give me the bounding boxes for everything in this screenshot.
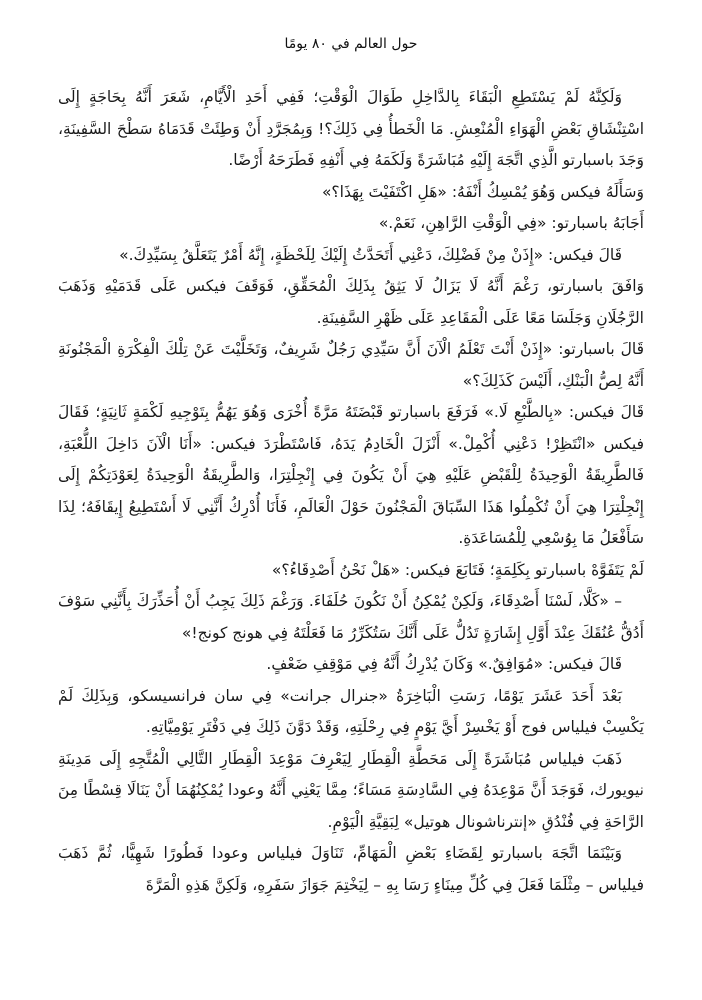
paragraph: لَمْ يَتَفَوَّهْ باسبارتو بِكَلِمَةٍ؛ فَتَابَعَ فيكس: «هَلْ نَحْنُ أَصْدِقَاءُ؟» <box>271 560 644 579</box>
running-header: حول العالم في ٨٠ يومًا <box>284 36 418 52</box>
paragraph: وَسَأَلَهُ فيكس وَهُوَ يُمْسِكُ أَنْفَهُ: «هَلِ اكْتَفَيْتَ بِهَذَا؟» <box>321 182 644 201</box>
paragraph: قَالَ فيكس: «إِذَنْ مِنْ فَضْلِكَ، دَعْنِي أَتَحَدَّثُ إِلَيْكَ لِلَحْظَةٍ، إِنَّهُ أَمْرٌ يَتَعَلَّقُ بِسَيِّدِكَ.» <box>119 245 622 264</box>
paragraph: بَعْدَ أَحَدَ عَشَرَ يَوْمًا، رَسَتِ الْبَاخِرَةُ «جنرال جرانت» فِي سان فرانسيسكو، وَبِذَلِكَ لَمْ يَكْسِبْ فيلياس فوج أَوْ يَخْسِرْ أَيَّ يَوْمٍ فِي رِحْلَتِهِ، وَقَدْ دَوَّنَ ذَلِكَ فِي دَفْتَرِ يَوْمِيَّاتِهِ. <box>58 686 644 736</box>
paragraph: وَافَقَ باسبارتو، رَغْمَ أَنَّهُ لَا يَزَالُ لَا يَثِقُ بِذَلِكَ الْمُحَقِّقِ، فَوَقَفَ فيكس عَلَى قَدَمَيْهِ وَذَهَبَ الرَّجُلَانِ وَجَلَسَا مَعًا عَلَى الْمَقَاعِدِ عَلَى ظَهْرِ السَّفِينَةِ. <box>58 277 644 327</box>
paragraph: قَالَ باسبارتو: «إِذَنْ أَنْتَ تَعْلَمُ الْآنَ أَنَّ سَيِّدِي رَجُلٌ شَرِيفٌ، وَتَخَلَّيْتَ عَنْ تِلْكَ الْفِكْرَةِ الْمَجْنُونَةِ أَنَّهُ لِصُّ الْبَنْكِ، أَلَيْسَ كَذَلِكَ؟» <box>58 340 644 390</box>
body-text <box>58 82 644 901</box>
paragraph: وَبَيْنَمَا اتَّجَهَ باسبارتو لِقَضَاءِ بَعْضِ الْمَهَامِّ، تَنَاوَلَ فيلياس وعودا فَطُورًا شَهِيًّا، ثُمَّ ذَهَبَ فيلياس – مِثْلَمَا فَعَلَ فِي كُلِّ مِينَاءٍ رَسَا بِهِ – لِيَخْتِمَ جَوَازَ سَفَرِهِ، وَلَكِنَّ هَذِهِ الْمَرَّةَ <box>58 844 644 894</box>
paragraph: وَلَكِنَّهُ لَمْ يَسْتَطِعِ الْبَقَاءَ بِالدَّاخِلِ طَوَالَ الْوَقْتِ؛ فَفِي أَحَدِ الْأَيَّامِ، شَعَرَ أَنَّهُ بِحَاجَةٍ إِلَى اسْتِنْشَاقِ بَعْضِ الْهَوَاءِ الْمُنْعِشِ. مَا الْخَطأُ فِي ذَلِكَ؟! وَبِمُجَرَّدِ أَنْ وَطِئَتْ قَدَمَاهُ سَطْحَ السَّفِينَةِ، وَجَدَ باسبارتو الَّذِي اتَّجَهَ إِلَيْهِ مُبَاشَرَةً وَلَكَمَهُ فِي أَنْفِهِ فَطَرَحَهُ أَرْضًا. <box>58 88 644 169</box>
paragraph: قَالَ فيكس: «مُوَافِقٌ.» وَكَانَ يُدْرِكُ أَنَّهُ فِي مَوْقِفِ ضَعْفٍ. <box>266 655 622 673</box>
paragraph: أَجَابَهُ باسبارتو: «فِي الْوَقْتِ الرَّاهِنِ، نَعَمْ.» <box>378 214 644 232</box>
paragraph: ذَهَبَ فيلياس مُبَاشَرَةً إِلَى مَحَطَّةِ الْقِطَارِ لِيَعْرِفَ مَوْعِدَ الْقِطَارِ التَّالِي الْمُتَّجِهِ إِلَى مَدِينَةِ نيويورك، فَوَجَدَ أَنَّ مَوْعِدَهُ فِي السَّادِسَةِ مَسَاءً؛ مِمَّا يَعْنِي أَنَّهُ وعودا يُمْكِنُهُمَا أَنْ يَنَالَا قِسْطًا مِنَ الرَّاحَةِ فِي فُنْدُقِ «إنترناشونال هوتيل» لِبَقِيَّةِ الْيَوْمِ. <box>58 749 644 831</box>
paragraph: – «كَلَّا، لَسْنَا أَصْدِقَاءَ، وَلَكِنْ يُمْكِنُ أَنْ نَكُونَ حُلَفَاءَ. وَرَغْمَ ذَلِكَ يَجِبُ أَنْ أُحَذِّرَكَ بِأَنَّنِي سَوْفَ أَدُقُّ عُنُقَكَ عِنْدَ أَوَّلِ إِشَارَةٍ تَدُلُّ عَلَى أَنَّكَ سَتُكَرِّرُ مَا فَعَلْتَهُ فِي هونج كونج!» <box>58 592 644 642</box>
paragraph: قَالَ فيكس: «بِالطَّبْعِ لَا.» فَرَفَعَ باسبارتو قَبْضَتَهُ مَرَّةً أُخْرَى وَهُوَ يَهُمُّ بِتَوْجِيهِ لَكْمَةٍ ثَانِيَةٍ؛ فَقَالَ فيكس «انْتَظِرْ! دَعْنِي أُكْمِلْ.» أَنْزَلَ الْخَادِمُ يَدَهُ، فَاسْتَطْرَدَ فيكس: «أَنَا الْآنَ دَاخِلَ اللُّعْبَةِ، فَالطَّرِيقَةُ الْوَحِيدَةُ لِلْقَبْضِ عَلَيْهِ هِيَ أَنْ يَكُونَ فِي إِنْجِلْتِرَا، وَالطَّرِيقَةُ الْوَحِيدَةُ لِعَوْدَتِكُمْ إِلَى إِنْجِلْتِرَا هِيَ أَنْ تُكْمِلُوا هَذَا السِّبَاقَ الْمَجْنُونَ حَوْلَ الْعَالَمِ، فَأَنَا أُدْرِكُ أَنَّنِي لَا أَسْتَطِيعُ إِيقَافَهُ؛ لِذَا سَأَفْعَلُ مَا بِوُسْعِي لِلْمُسَاعَدَةِ. <box>58 403 644 547</box>
